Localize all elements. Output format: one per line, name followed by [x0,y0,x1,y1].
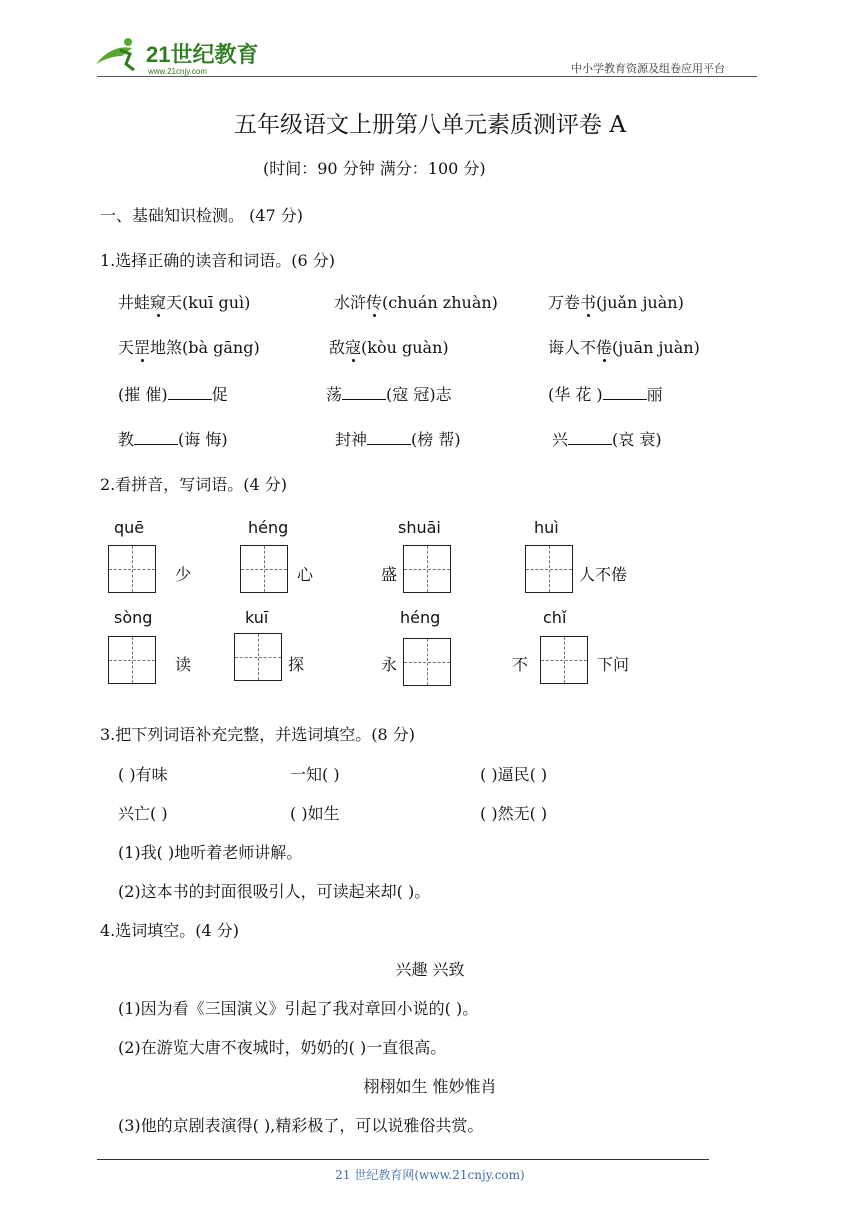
q1-item: 万卷书(juǎn juàn) [548,290,684,313]
word-part: 不 [512,655,529,674]
question-3-label: 3.把下列词语补充完整，并选词填空。(8 分) [100,725,416,744]
q1-item: 敌寇(kòu guàn) [329,335,449,358]
pinyin-label: sòng [114,608,153,627]
page-title: 五年级语文上册第八单元素质测评卷 A [234,112,626,138]
pinyin-label: kuī [245,608,269,627]
q1-fill-item: (摧 催) 促 [118,385,228,404]
character-box[interactable] [108,545,156,593]
word-part: 人不倦 [579,565,628,584]
q1-fill-item: (华 花 ) 丽 [548,385,663,404]
idiom-blank: ( )如生 [290,804,340,823]
idiom-blank: 兴亡( ) [118,804,168,823]
q1-item: 水浒传(chuán zhuàn) [334,290,498,313]
footer-link[interactable]: 21 世纪教育网(www.21cnjy.com) [335,1168,525,1182]
character-box[interactable] [234,633,282,681]
idiom-blank: ( )然无( ) [480,804,548,823]
fill-sentence: (1)因为看《三国演义》引起了我对章回小说的( )。 [118,999,479,1018]
idiom-blank: 一知( ) [290,765,340,784]
idiom-blank: ( )有味 [118,765,168,784]
pinyin-label: héng [400,608,441,627]
section-heading: 一、基础知识检测。 (47 分) [100,206,304,225]
word-choices: 兴趣 兴致 [395,960,465,979]
idiom-blank: ( )逼民( ) [480,765,548,784]
pinyin-label: chǐ [543,608,567,627]
word-part: 读 [175,655,192,674]
q1-item: 天罡地煞(bà gāng) [118,335,260,358]
word-part: 心 [297,565,314,584]
q1-fill-item: 封神 (榜 帮) [335,430,461,449]
word-part: 盛 [381,565,398,584]
question-4-label: 4.选词填空。(4 分) [100,921,240,940]
word-part: 少 [175,565,192,584]
fill-sentence: (1)我( )地听着老师讲解。 [118,843,303,862]
site-logo [92,34,262,78]
header-divider [97,76,757,77]
q1-fill-item: 兴 (哀 衰) [552,430,662,449]
answer-blank[interactable] [568,430,612,445]
character-box[interactable] [540,636,588,684]
character-box[interactable] [240,545,288,593]
word-part: 下问 [597,655,630,674]
q1-item: 诲人不倦(juān juàn) [548,335,700,358]
pinyin-label: huì [534,518,559,537]
character-box[interactable] [403,638,451,686]
question-1-label: 1.选择正确的读音和词语。(6 分) [100,251,336,270]
word-part: 探 [288,655,305,674]
answer-blank[interactable] [134,430,178,445]
q1-fill-item: 教 (诲 悔) [118,430,228,449]
q1-fill-item: 荡 (寇 冠)志 [326,385,452,404]
fill-sentence: (2)这本书的封面很吸引人，可读起来却( )。 [118,882,431,901]
pinyin-label: shuāi [398,518,441,537]
exam-info: (时间：90 分钟 满分：100 分) [263,159,486,178]
platform-tagline: 中小学教育资源及组卷应用平台 [571,62,725,75]
svg-text:www.21cnjy.com: www.21cnjy.com [148,67,207,76]
pinyin-label: héng [248,518,289,537]
answer-blank[interactable] [168,385,212,400]
question-2-label: 2.看拼音，写词语。(4 分) [100,475,288,494]
word-choices: 栩栩如生 惟妙惟肖 [363,1077,497,1096]
character-box[interactable] [403,545,451,593]
answer-blank[interactable] [367,430,411,445]
character-box[interactable] [525,545,573,593]
fill-sentence: (3)他的京剧表演得( ),精彩极了，可以说雅俗共赏。 [118,1116,484,1135]
q1-item: 井蛙窥天(kuī guì) [118,290,250,313]
footer-divider [97,1159,709,1160]
svg-text:21世纪教育: 21世纪教育 [146,42,259,67]
character-box[interactable] [108,636,156,684]
answer-blank[interactable] [342,385,386,400]
answer-blank[interactable] [603,385,647,400]
word-part: 永 [381,655,398,674]
fill-sentence: (2)在游览大唐不夜城时，奶奶的( )一直很高。 [118,1038,447,1057]
pinyin-label: quē [114,518,145,537]
